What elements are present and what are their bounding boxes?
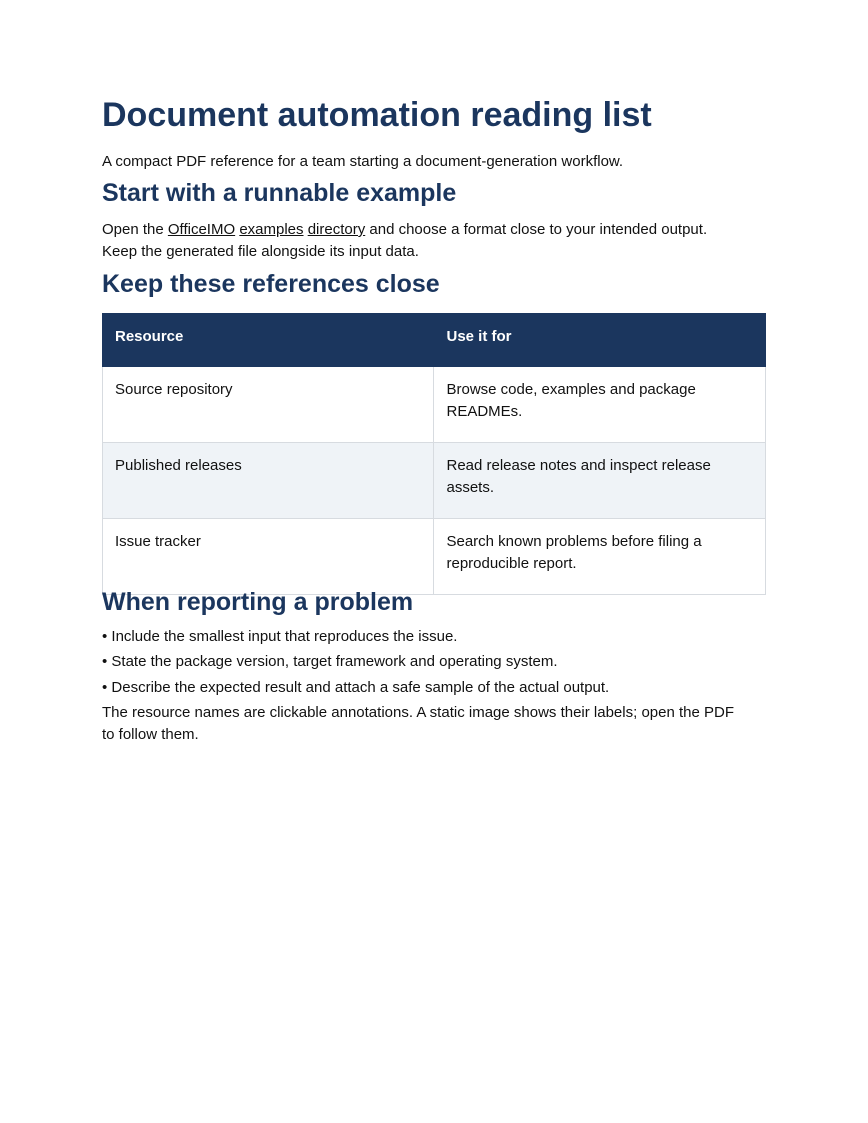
link-directory[interactable]: directory <box>307 221 366 238</box>
references-table <box>102 313 766 595</box>
use-cell: Search known problems before filing a reproducible report. <box>434 519 766 595</box>
heading-references: Keep these references close <box>102 270 440 298</box>
resource-source-repository[interactable]: Source repository <box>103 367 434 443</box>
table-header-row <box>103 314 766 367</box>
header-resource: Resource <box>103 314 434 367</box>
start-example-paragraph <box>102 219 766 263</box>
resource-published-releases[interactable]: Published releases <box>103 443 434 519</box>
start-text-after: and choose a format close to your intended output. <box>365 221 708 238</box>
header-use-it-for: Use it for <box>434 314 766 367</box>
heading-reporting-problem: When reporting a problem <box>102 588 414 616</box>
start-text-line2: Keep the generated file alongside its input data. <box>102 243 419 260</box>
closing-line1: The resource names are clickable annotations. A static image shows their labels; open the PDF <box>102 704 734 721</box>
start-text-before: Open the <box>102 221 168 238</box>
list-item: • Describe the expected result and attach a safe sample of the actual output. <box>102 679 610 696</box>
resource-issue-tracker[interactable]: Issue tracker <box>103 519 434 595</box>
heading-start-example: Start with a runnable example <box>102 179 457 207</box>
closing-line2: to follow them. <box>102 726 199 743</box>
link-officeimo[interactable]: OfficeIMO <box>167 221 236 238</box>
closing-paragraph <box>102 702 766 746</box>
table-row <box>103 367 766 443</box>
use-cell: Read release notes and inspect release assets. <box>434 443 766 519</box>
intro-paragraph: A compact PDF reference for a team starting a document-generation workflow. <box>102 153 624 170</box>
list-item: • State the package version, target framework and operating system. <box>102 653 558 670</box>
table-row <box>103 519 766 595</box>
page-title: Document automation reading list <box>102 96 652 134</box>
use-cell: Browse code, examples and package READMEs. <box>434 367 766 443</box>
list-item: • Include the smallest input that reproduces the issue. <box>102 628 458 645</box>
table-row <box>103 443 766 519</box>
link-examples[interactable]: examples <box>239 221 304 238</box>
